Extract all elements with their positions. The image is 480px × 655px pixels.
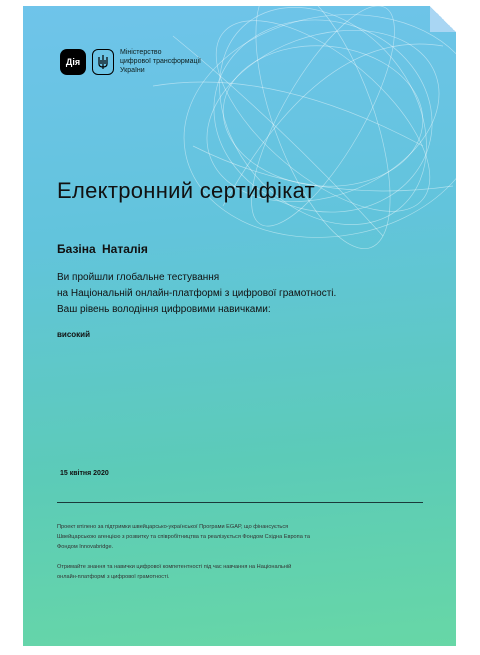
diia-logo-text: Дія xyxy=(65,56,81,67)
body-line: Ви пройшли глобальне тестування xyxy=(57,272,220,283)
body-line: Ваш рівень володіння цифровими навичками: xyxy=(57,304,271,315)
footnote-line: Швейцарською агенцією з розвитку та співробітництва та реалізується Фондом Східна Европа та xyxy=(57,534,310,540)
recipient-name: Базіна Наталія xyxy=(57,242,148,256)
footnote-support xyxy=(57,522,427,552)
certificate-page xyxy=(23,6,456,646)
footnote-line: онлайн-платформі з цифрової грамотності. xyxy=(57,574,170,580)
footnote-line: Отримайте знання та навички цифрової компетентності під час навчання на Національній xyxy=(57,564,292,570)
diia-logo-icon xyxy=(60,49,86,75)
footnote-platform xyxy=(57,562,427,582)
certificate-body xyxy=(57,270,417,318)
ministry-name xyxy=(120,48,220,75)
page-fold-icon xyxy=(430,6,456,32)
footnote-line: Проект втілено за підтримки швейцарсько-української Програми EGAP, що фінансується xyxy=(57,524,289,530)
skill-level: високий xyxy=(57,330,91,339)
issue-date: 15 квітня 2020 xyxy=(60,470,109,477)
header xyxy=(60,48,220,75)
body-line: на Національній онлайн-платформі з цифрової грамотності. xyxy=(57,288,337,299)
ministry-line: Міністерство xyxy=(120,49,162,56)
divider xyxy=(57,502,423,503)
trident-icon xyxy=(92,49,114,75)
ministry-line: цифрової трансформації xyxy=(120,58,202,65)
certificate-title: Електронний сертифікат xyxy=(57,178,316,203)
ministry-line: України xyxy=(120,67,145,74)
footnote-line: Фондом Innovabridge. xyxy=(57,544,114,550)
